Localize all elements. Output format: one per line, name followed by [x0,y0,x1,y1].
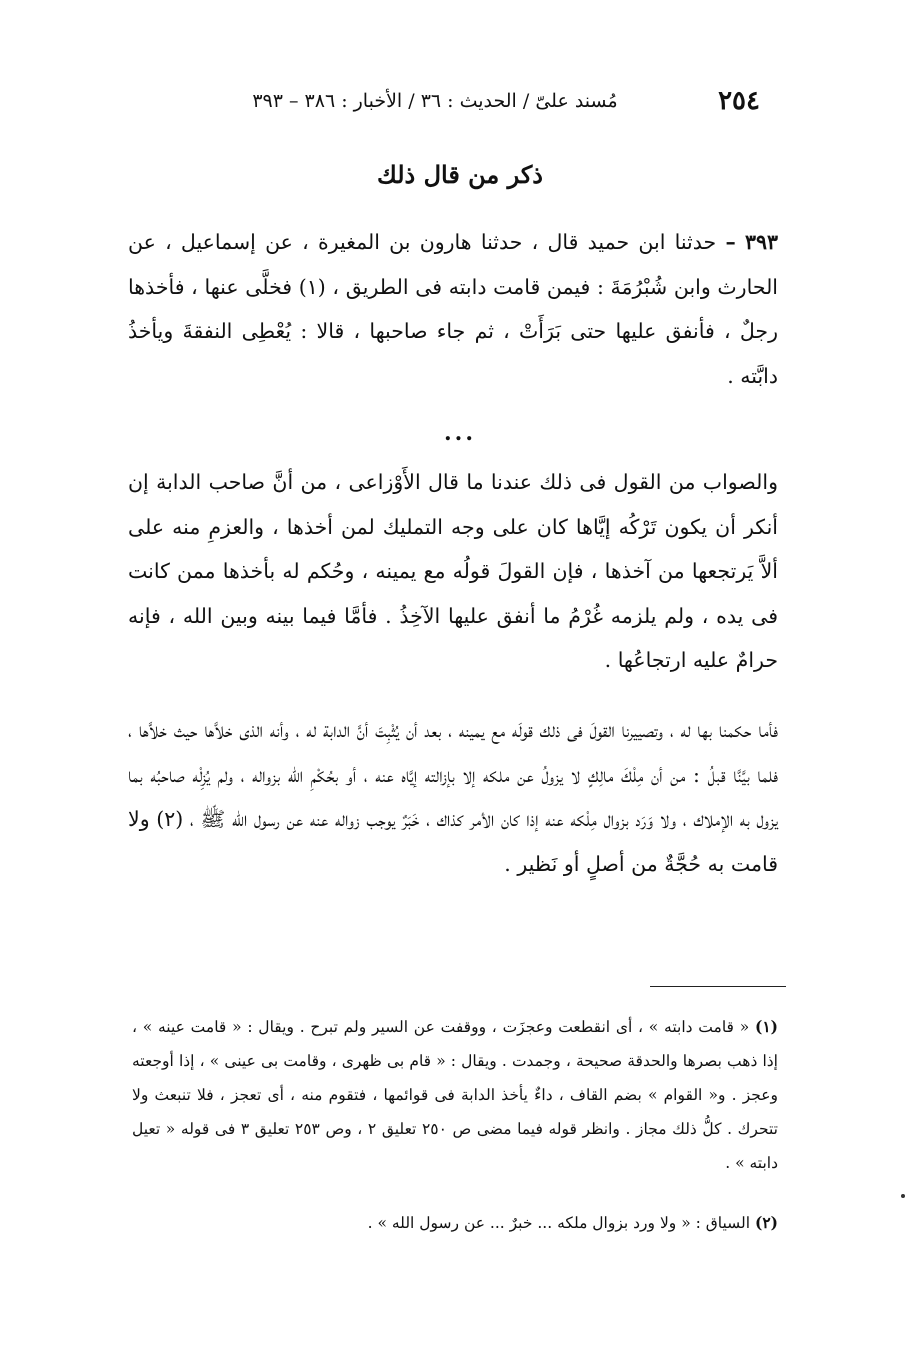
section-separator: ... [444,420,476,446]
page-header [200,86,760,126]
running-head: مُسند علىّ / الحديث : ٣٦ / الأخبار : ٣٨٦ – ٣٩٣ [252,90,618,112]
page-number: ٢٥٤ [718,86,760,116]
hadith-entry [128,220,778,398]
commentary-paragraph-1: والصواب من القول فى ذلك عندنا ما قال الأَوْزاعى ، من أنَّ صاحب الدابة إن أنكر أن يكون تَرْكُه إيَّاها كان على وجه التمليك لمن أخذها ، والعزمِ منه على ألاَّ يَرتجعها من آخذها ، فإن القولَ قولُه مع يمينه ، وحُكم له بأخذها ممن كانت فى يده ، ولم يلزمه غُرْمُ ما أنفق عليها الآخِذُ . فأمَّا فيما بينه وبين الله ، فإنه حرامٌ عليه ارتجاعُها . [128,470,778,672]
entry-text: حدثنا ابن حميد قال ، حدثنا هارون بن المغيرة ، عن إسماعيل ، عن الحارث وابن شُبْرُمَةَ : فيمن قامت دابته فى الطريق ، (١) فخلَّى عنها ، فأخذها رجلٌ ، فأنفق عليها حتى بَرَأَتْ ، ثم جاء صاحبها ، قالا : يُعْطِى النفقةَ ويأخذُ دابَّته . [128,230,779,388]
footnote-1 [132,1010,778,1180]
footnote-1-number: (١) [754,1017,778,1036]
footnote-2-number: (٢) [754,1213,778,1232]
footnote-2 [132,1206,778,1240]
footnote-1-text: « قامت دابته » ، أى انقطعت وعجزَت ، ووقفت عن السير ولم تبرح . ويقال : « قامت عينه » ، إذا ذهب بصرها والحدقة صحيحة ، وجمدت . ويقال : « قام بى ظهرى ، وقامت بى عينى » ، إذا أوجعته وعجز . و« القوام » بضم القاف ، داءٌ يأخذ الدابة فى قوائمها ، فتقوم منه ، أى تعجز ، فلا تنبعث ولا تتحرك . كلُّ ذلك مجاز . وانظر قوله فيما مضى ص ٢٥٠ تعليق ٢ ، وص ٢٥٣ تعليق ٣ فى قوله « تعيل دابته » . [132,1018,778,1172]
footnote-divider [650,986,786,987]
commentary-paragraph-2: فأما حكمنا بها له ، وتصييرنا القولَ فى ذلك قولَه مع يمينه ، بعد أن يُثْبِتَ أنَّ الدابة له ، وأنه الذى خلاَّها حيث خلاَّها ، فلما بيَّنَّا قبلُ : من أن مِلْكَ مالِكٍ لا يزولُ عن ملكه إلا بإزالته إيَّاه عنه ، أو بحُكْمِ الله بزواله ، ولم يُزِلْه صاحبُه بما يزول به الإملاك ، ولا وَرَد بزوال مِلْكه عنه إذا كان الأمر كذاك ، خَبَرٌ يوجب زواله عنه عن رسول الله ﷺ ، (٢) ولا قامت به حُجَّةٌ من أصلٍ أو نَظير . [128,718,778,876]
scan-speck [901,1194,905,1198]
entry-number: ٣٩٣ [744,230,778,254]
footnote-2-text: السياق : « ولا ورد بزوال ملكه ... خبرٌ ... عن رسول الله » . [367,1214,751,1232]
section-title: ذكر من قال ذلك [377,160,543,189]
entry-dash: – [725,230,736,254]
